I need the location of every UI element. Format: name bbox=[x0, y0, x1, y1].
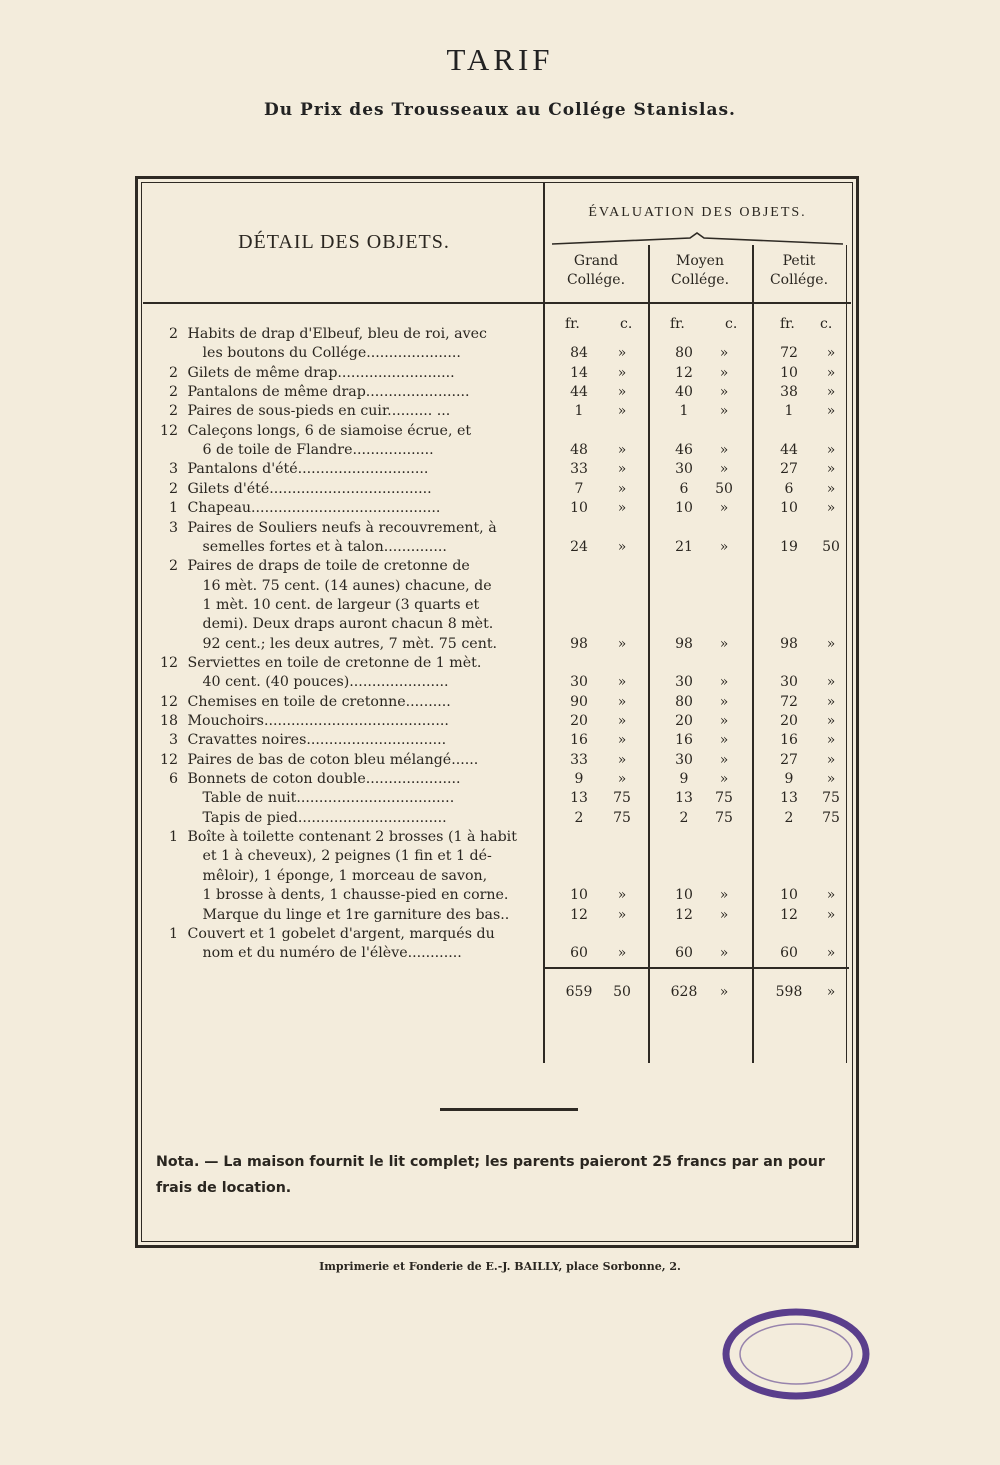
price-centimes: » bbox=[826, 635, 836, 652]
price-centimes: » bbox=[617, 384, 627, 401]
item-line bbox=[150, 886, 542, 905]
item-quantity: 12 bbox=[159, 751, 178, 768]
item-quantity: 2 bbox=[168, 364, 178, 381]
price-centimes: » bbox=[719, 674, 729, 691]
price-francs: 46 bbox=[675, 442, 693, 459]
item-line bbox=[150, 480, 542, 499]
item-description: Couvert et 1 gobelet d'argent, marqués du bbox=[183, 925, 495, 942]
price-centimes: » bbox=[826, 771, 836, 788]
price-francs: 1 bbox=[784, 403, 794, 420]
price-francs: 24 bbox=[570, 538, 588, 555]
price-centimes: » bbox=[719, 384, 729, 401]
unit-fr: fr. bbox=[780, 316, 795, 332]
item-description: Tapis de pied................................. bbox=[198, 809, 447, 826]
price-centimes: » bbox=[719, 403, 729, 420]
price-francs: 19 bbox=[780, 538, 798, 555]
price-francs: 30 bbox=[675, 674, 693, 691]
printer-credit: Imprimerie et Fonderie de E.-J. BAILLY, place Sorbonne, 2. bbox=[319, 1260, 681, 1273]
item-line bbox=[150, 944, 542, 963]
price-francs: 33 bbox=[570, 461, 588, 478]
item-quantity: 12 bbox=[159, 422, 178, 439]
price-centimes: » bbox=[617, 635, 627, 652]
item-description: nom et du numéro de l'élève............ bbox=[198, 945, 462, 962]
item-line bbox=[150, 615, 542, 634]
item-line bbox=[150, 847, 542, 866]
item-description: Habits de drap d'Elbeuf, bleu de roi, avec bbox=[183, 326, 487, 342]
item-line bbox=[150, 596, 542, 615]
price-francs: 2 bbox=[574, 809, 584, 826]
item-line bbox=[150, 364, 542, 383]
price-centimes: » bbox=[719, 461, 729, 478]
price-francs: 12 bbox=[675, 364, 693, 381]
price-francs: 27 bbox=[780, 751, 798, 768]
price-centimes: » bbox=[826, 732, 836, 749]
price-francs: 1 bbox=[679, 403, 689, 420]
item-line bbox=[150, 789, 542, 808]
price-centimes: » bbox=[719, 713, 729, 729]
price-francs: 10 bbox=[675, 500, 693, 517]
price-centimes: » bbox=[617, 674, 627, 691]
price-francs: 90 bbox=[570, 693, 588, 710]
column-header-moyen: Moyen Collége. bbox=[670, 253, 730, 288]
price-francs: 20 bbox=[675, 713, 693, 729]
item-description: les boutons du Collége..................... bbox=[198, 345, 461, 362]
item-line bbox=[150, 925, 542, 944]
item-quantity: 1 bbox=[168, 925, 178, 942]
item-quantity: 6 bbox=[168, 771, 178, 788]
price-francs: 30 bbox=[675, 751, 693, 768]
price-francs: 14 bbox=[570, 364, 588, 381]
price-centimes: » bbox=[719, 364, 729, 381]
total-francs: 628 bbox=[670, 984, 698, 1000]
item-quantity: 18 bbox=[159, 713, 178, 729]
price-francs: 10 bbox=[675, 887, 693, 904]
item-quantity: 12 bbox=[159, 693, 178, 710]
price-centimes: » bbox=[617, 500, 627, 517]
price-francs: 44 bbox=[570, 384, 588, 401]
evaluation-header: ÉVALUATION DES OBJETS. bbox=[588, 205, 807, 220]
price-centimes: » bbox=[826, 906, 836, 923]
item-quantity: 1 bbox=[168, 500, 178, 517]
total-centimes: » bbox=[719, 984, 729, 1000]
item-line bbox=[150, 538, 542, 557]
total-centimes: » bbox=[826, 984, 836, 1000]
price-centimes: 50 bbox=[822, 538, 840, 555]
total-francs: 659 bbox=[565, 984, 593, 1000]
total-rule bbox=[545, 967, 849, 969]
price-francs: 12 bbox=[675, 906, 693, 923]
item-line bbox=[150, 577, 542, 596]
price-francs: 10 bbox=[570, 500, 588, 517]
price-centimes: 75 bbox=[822, 809, 840, 826]
price-centimes: » bbox=[826, 500, 836, 517]
price-centimes: » bbox=[719, 771, 729, 788]
item-description: 1 brosse à dents, 1 chausse-pied en corne. bbox=[198, 887, 509, 904]
column-divider bbox=[543, 183, 545, 1063]
price-centimes: » bbox=[826, 480, 836, 497]
price-francs: 12 bbox=[570, 906, 588, 923]
price-francs: 9 bbox=[574, 771, 584, 788]
unit-c: c. bbox=[725, 316, 738, 332]
item-line bbox=[150, 402, 542, 421]
price-francs: 6 bbox=[784, 480, 794, 497]
item-description: Pantalons d'été............................. bbox=[183, 461, 429, 478]
price-centimes: » bbox=[617, 480, 627, 497]
price-centimes: » bbox=[617, 751, 627, 768]
price-centimes: » bbox=[826, 461, 836, 478]
price-francs: 13 bbox=[570, 790, 588, 807]
price-centimes: » bbox=[826, 751, 836, 768]
price-centimes: » bbox=[617, 732, 627, 749]
item-line bbox=[150, 383, 542, 402]
column-divider bbox=[752, 245, 754, 1063]
price-centimes: » bbox=[617, 442, 627, 459]
evaluation-brace bbox=[550, 232, 845, 246]
price-centimes: » bbox=[617, 887, 627, 904]
price-centimes: » bbox=[719, 887, 729, 904]
item-quantity: 2 bbox=[168, 326, 178, 342]
item-line bbox=[150, 635, 542, 654]
price-centimes: » bbox=[826, 403, 836, 420]
column-header-petit: Petit Collége. bbox=[769, 253, 829, 288]
total-francs: 598 bbox=[775, 984, 803, 1000]
price-francs: 30 bbox=[780, 674, 798, 691]
price-francs: 2 bbox=[679, 809, 689, 826]
item-description: Bonnets de coton double..................... bbox=[183, 771, 461, 788]
price-francs: 60 bbox=[675, 945, 693, 962]
price-centimes: » bbox=[617, 403, 627, 420]
item-line bbox=[150, 557, 542, 576]
item-quantity: 1 bbox=[168, 829, 178, 846]
price-francs: 84 bbox=[570, 345, 588, 362]
item-quantity: 3 bbox=[168, 461, 178, 478]
price-centimes: 50 bbox=[715, 480, 733, 497]
price-centimes: » bbox=[826, 384, 836, 401]
price-francs: 20 bbox=[570, 713, 588, 729]
item-description: 6 de toile de Flandre.................. bbox=[198, 442, 434, 459]
price-centimes: 75 bbox=[715, 790, 733, 807]
price-francs: 10 bbox=[570, 887, 588, 904]
separator-rule bbox=[440, 1108, 578, 1111]
item-description: mêloir), 1 éponge, 1 morceau de savon, bbox=[198, 867, 488, 884]
library-stamp bbox=[720, 1306, 872, 1402]
item-line bbox=[150, 344, 542, 363]
price-centimes: » bbox=[617, 945, 627, 962]
item-description: semelles fortes et à talon.............. bbox=[198, 538, 447, 555]
item-line bbox=[150, 673, 542, 692]
price-centimes: » bbox=[719, 345, 729, 362]
item-line bbox=[150, 499, 542, 518]
price-centimes: » bbox=[617, 364, 627, 381]
item-quantity: 3 bbox=[168, 732, 178, 749]
price-centimes: 75 bbox=[613, 809, 631, 826]
price-francs: 72 bbox=[780, 693, 798, 710]
price-francs: 13 bbox=[780, 790, 798, 807]
item-description: demi). Deux draps auront chacun 8 mèt. bbox=[198, 616, 494, 633]
price-francs: 10 bbox=[780, 887, 798, 904]
item-description: Chapeau.......................................... bbox=[183, 500, 441, 517]
price-francs: 27 bbox=[780, 461, 798, 478]
item-description: Gilets d'été.................................... bbox=[183, 480, 432, 497]
price-francs: 98 bbox=[570, 635, 588, 652]
price-francs: 21 bbox=[675, 538, 693, 555]
price-centimes: » bbox=[719, 442, 729, 459]
unit-fr: fr. bbox=[565, 316, 580, 332]
price-centimes: » bbox=[719, 538, 729, 555]
price-centimes: » bbox=[719, 500, 729, 517]
price-centimes: » bbox=[826, 364, 836, 381]
price-centimes: » bbox=[617, 713, 627, 729]
price-francs: 20 bbox=[780, 713, 798, 729]
item-quantity: 3 bbox=[168, 519, 178, 536]
price-francs: 6 bbox=[679, 480, 689, 497]
price-francs: 9 bbox=[679, 771, 689, 788]
item-description: Paires de draps de toile de cretonne de bbox=[183, 558, 470, 575]
item-description: 16 mèt. 75 cent. (14 aunes) chacune, de bbox=[198, 577, 492, 594]
item-description: Gilets de même drap.......................... bbox=[183, 364, 455, 381]
item-quantity: 12 bbox=[159, 654, 178, 671]
item-description: Pantalons de même drap....................... bbox=[183, 384, 470, 401]
item-line bbox=[150, 867, 542, 886]
unit-c: c. bbox=[620, 316, 633, 332]
price-francs: 98 bbox=[780, 635, 798, 652]
item-quantity: 2 bbox=[168, 480, 178, 497]
price-francs: 60 bbox=[780, 945, 798, 962]
item-quantity: 2 bbox=[168, 558, 178, 575]
column-header-grand: Grand Collége. bbox=[566, 253, 626, 288]
price-francs: 80 bbox=[675, 693, 693, 710]
item-description: Table de nuit................................... bbox=[198, 790, 455, 807]
price-francs: 44 bbox=[780, 442, 798, 459]
price-centimes: » bbox=[719, 751, 729, 768]
item-description: 1 mèt. 10 cent. de largeur (3 quarts et bbox=[198, 596, 480, 613]
price-francs: 12 bbox=[780, 906, 798, 923]
price-francs: 48 bbox=[570, 442, 588, 459]
price-francs: 40 bbox=[675, 384, 693, 401]
price-centimes: » bbox=[719, 732, 729, 749]
price-centimes: » bbox=[826, 674, 836, 691]
nota-text: Nota. — La maison fournit le lit complet; les parents paieront 25 francs par an pour frais de location. bbox=[156, 1154, 825, 1196]
price-francs: 1 bbox=[574, 403, 584, 420]
price-francs: 16 bbox=[780, 732, 798, 749]
item-description: Chemises en toile de cretonne.......... bbox=[183, 693, 451, 710]
price-francs: 72 bbox=[780, 345, 798, 362]
item-line bbox=[150, 828, 542, 847]
price-centimes: » bbox=[617, 693, 627, 710]
unit-fr: fr. bbox=[670, 316, 685, 332]
item-line bbox=[150, 712, 542, 731]
price-francs: 30 bbox=[675, 461, 693, 478]
item-description: Paires de Souliers neufs à recouvrement, à bbox=[183, 519, 497, 536]
price-centimes: » bbox=[826, 945, 836, 962]
page-title: TARIF bbox=[446, 42, 554, 77]
item-description: Marque du linge et 1re garniture des bas.. bbox=[198, 906, 510, 923]
item-line bbox=[150, 654, 542, 673]
price-francs: 38 bbox=[780, 384, 798, 401]
item-quantity: 2 bbox=[168, 403, 178, 420]
price-francs: 13 bbox=[675, 790, 693, 807]
price-centimes: » bbox=[826, 345, 836, 362]
item-line bbox=[150, 731, 542, 750]
price-francs: 60 bbox=[570, 945, 588, 962]
item-quantity: 2 bbox=[168, 384, 178, 401]
price-francs: 10 bbox=[780, 364, 798, 381]
price-francs: 80 bbox=[675, 345, 693, 362]
item-description: Paires de sous-pieds en cuir.......... ... bbox=[183, 403, 451, 420]
item-line bbox=[150, 770, 542, 789]
price-francs: 2 bbox=[784, 809, 794, 826]
item-line bbox=[150, 693, 542, 712]
detail-header: DÉTAIL DES OBJETS. bbox=[238, 231, 450, 253]
unit-c: c. bbox=[820, 316, 833, 332]
price-francs: 98 bbox=[675, 635, 693, 652]
price-centimes: » bbox=[826, 693, 836, 710]
item-line bbox=[150, 906, 542, 925]
price-centimes: » bbox=[617, 906, 627, 923]
item-description: 92 cent.; les deux autres, 7 mèt. 75 cent. bbox=[198, 635, 498, 652]
item-description: Cravattes noires............................... bbox=[183, 732, 447, 749]
price-centimes: » bbox=[617, 461, 627, 478]
item-description: Boîte à toilette contenant 2 brosses (1 à habit bbox=[183, 829, 517, 846]
item-line bbox=[150, 422, 542, 441]
item-line bbox=[150, 325, 542, 344]
price-centimes: » bbox=[719, 945, 729, 962]
price-francs: 30 bbox=[570, 674, 588, 691]
page-subtitle: Du Prix des Trousseaux au Collége Stanislas. bbox=[264, 100, 736, 120]
price-centimes: » bbox=[826, 442, 836, 459]
price-francs: 10 bbox=[780, 500, 798, 517]
column-divider bbox=[648, 245, 650, 1063]
item-description: Paires de bas de coton bleu mélangé...... bbox=[183, 751, 479, 768]
price-francs: 16 bbox=[570, 732, 588, 749]
item-line bbox=[150, 809, 542, 828]
price-centimes: 75 bbox=[613, 790, 631, 807]
item-description: et 1 à cheveux), 2 peignes (1 fin et 1 dé- bbox=[198, 848, 492, 865]
item-line bbox=[150, 751, 542, 770]
price-centimes: » bbox=[719, 906, 729, 923]
price-centimes: » bbox=[826, 887, 836, 904]
item-description: Serviettes en toile de cretonne de 1 mèt. bbox=[183, 654, 482, 671]
header-rule bbox=[143, 302, 851, 304]
price-centimes: » bbox=[617, 538, 627, 555]
price-centimes: 75 bbox=[822, 790, 840, 807]
price-centimes: » bbox=[617, 771, 627, 788]
price-centimes: » bbox=[617, 345, 627, 362]
price-francs: 16 bbox=[675, 732, 693, 749]
price-centimes: » bbox=[719, 635, 729, 652]
item-line bbox=[150, 441, 542, 460]
price-francs: 7 bbox=[574, 480, 584, 497]
total-centimes: 50 bbox=[613, 984, 631, 1000]
item-description: Mouchoirs......................................... bbox=[183, 713, 449, 729]
price-centimes: » bbox=[719, 693, 729, 710]
price-centimes: » bbox=[826, 713, 836, 729]
item-line bbox=[150, 460, 542, 479]
price-centimes: 75 bbox=[715, 809, 733, 826]
item-description: 40 cent. (40 pouces)...................... bbox=[198, 674, 449, 691]
item-line bbox=[150, 519, 542, 538]
price-francs: 33 bbox=[570, 751, 588, 768]
price-francs: 9 bbox=[784, 771, 794, 788]
item-description: Caleçons longs, 6 de siamoise écrue, et bbox=[183, 422, 472, 439]
